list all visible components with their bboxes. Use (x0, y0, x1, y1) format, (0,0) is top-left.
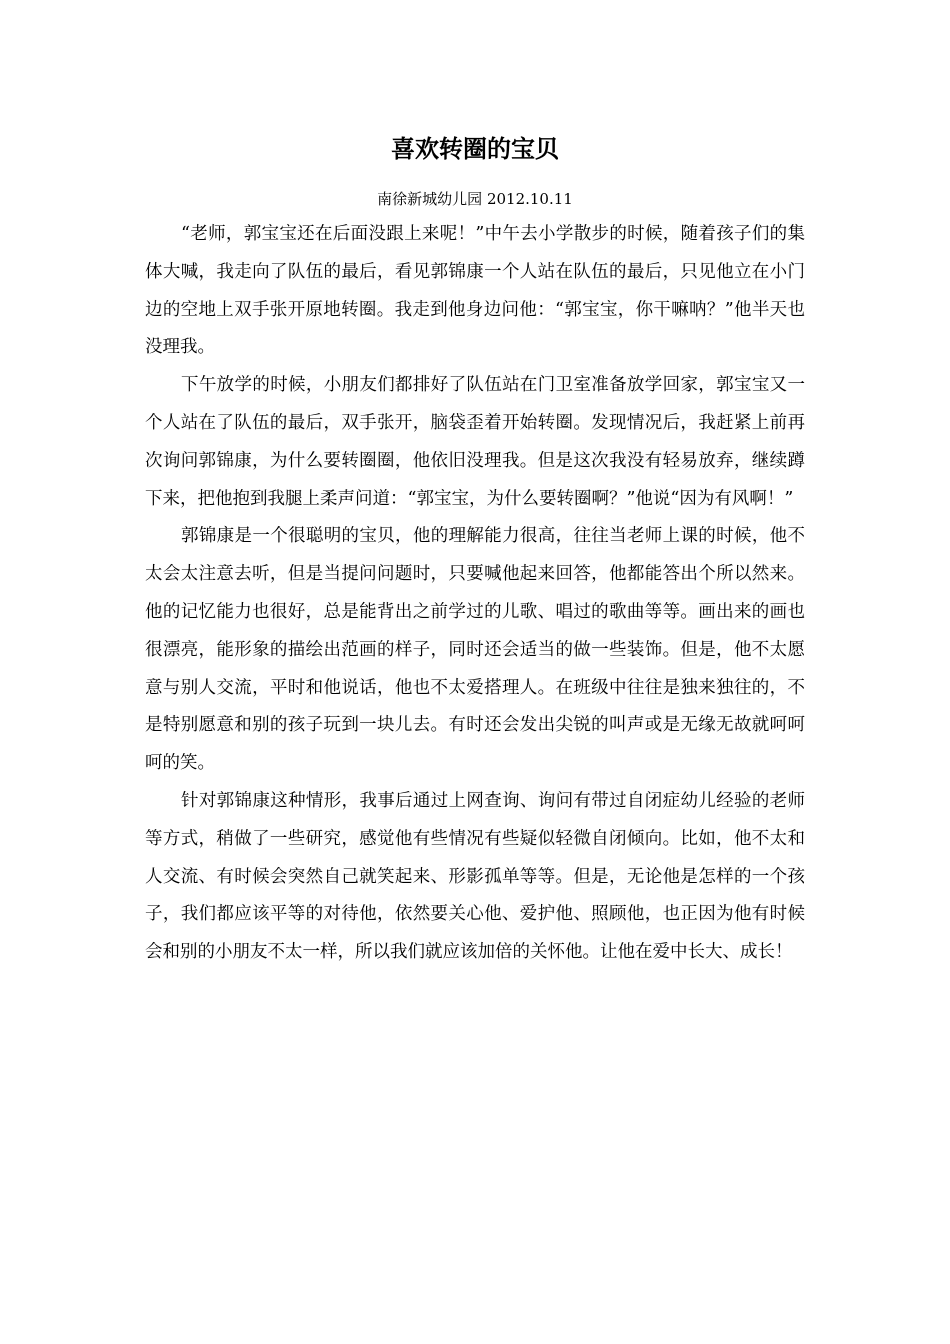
article-body (145, 216, 805, 972)
paragraph-2: 下午放学的时候，小朋友们都排好了队伍站在门卫室准备放学回家，郭宝宝又一个人站在了队伍的最后，双手张开，脑袋歪着开始转圈。发现情况后，我赶紧上前再次询问郭锦康，为什么要转圈圈，他依旧没理我。但是这次我没有轻易放弃，继续蹲下来，把他抱到我腿上柔声问道：“郭宝宝，为什么要转圈啊？”他说“因为有风啊！” (145, 375, 805, 509)
paragraph-1: “老师，郭宝宝还在后面没跟上来呢！”中午去小学散步的时候，随着孩子们的集体大喊，我走向了队伍的最后，看见郭锦康一个人站在队伍的最后，只见他立在小门边的空地上双手张开原地转圈。我走到他身边问他：“郭宝宝，你干嘛呐？”他半天也没理我。 (145, 224, 805, 358)
paragraph-3: 郭锦康是一个很聪明的宝贝，他的理解能力很高，往往当老师上课的时候，他不太会太注意去听，但是当提问问题时，只要喊他起来回答，他都能答出个所以然来。他的记忆能力也很好，总是能背出之前学过的儿歌、唱过的歌曲等等。画出来的画也很漂亮，能形象的描绘出范画的样子，同时还会适当的做一些装饰。但是，他不太愿意与别人交流，平时和他说话，他也不太爱搭理人。在班级中往往是独来独往的，不是特别愿意和别的孩子玩到一块儿去。有时还会发出尖锐的叫声或是无缘无故就呵呵呵的笑。 (145, 526, 805, 774)
article-byline: 南徐新城幼儿园 2012.10.11 (377, 190, 573, 208)
article-title: 喜欢转圈的宝贝 (391, 135, 559, 163)
paragraph-4: 针对郭锦康这种情形，我事后通过上网查询、询问有带过自闭症幼儿经验的老师等方式，稍做了一些研究，感觉他有些情况有些疑似轻微自闭倾向。比如，他不太和人交流、有时候会突然自己就笑起来、形影孤单等等。但是，无论他是怎样的一个孩子，我们都应该平等的对待他，依然要关心他、爱护他、照顾他，也正因为他有时候会和别的小朋友不太一样，所以我们就应该加倍的关怀他。让他在爱中长大、成长！ (145, 790, 805, 963)
